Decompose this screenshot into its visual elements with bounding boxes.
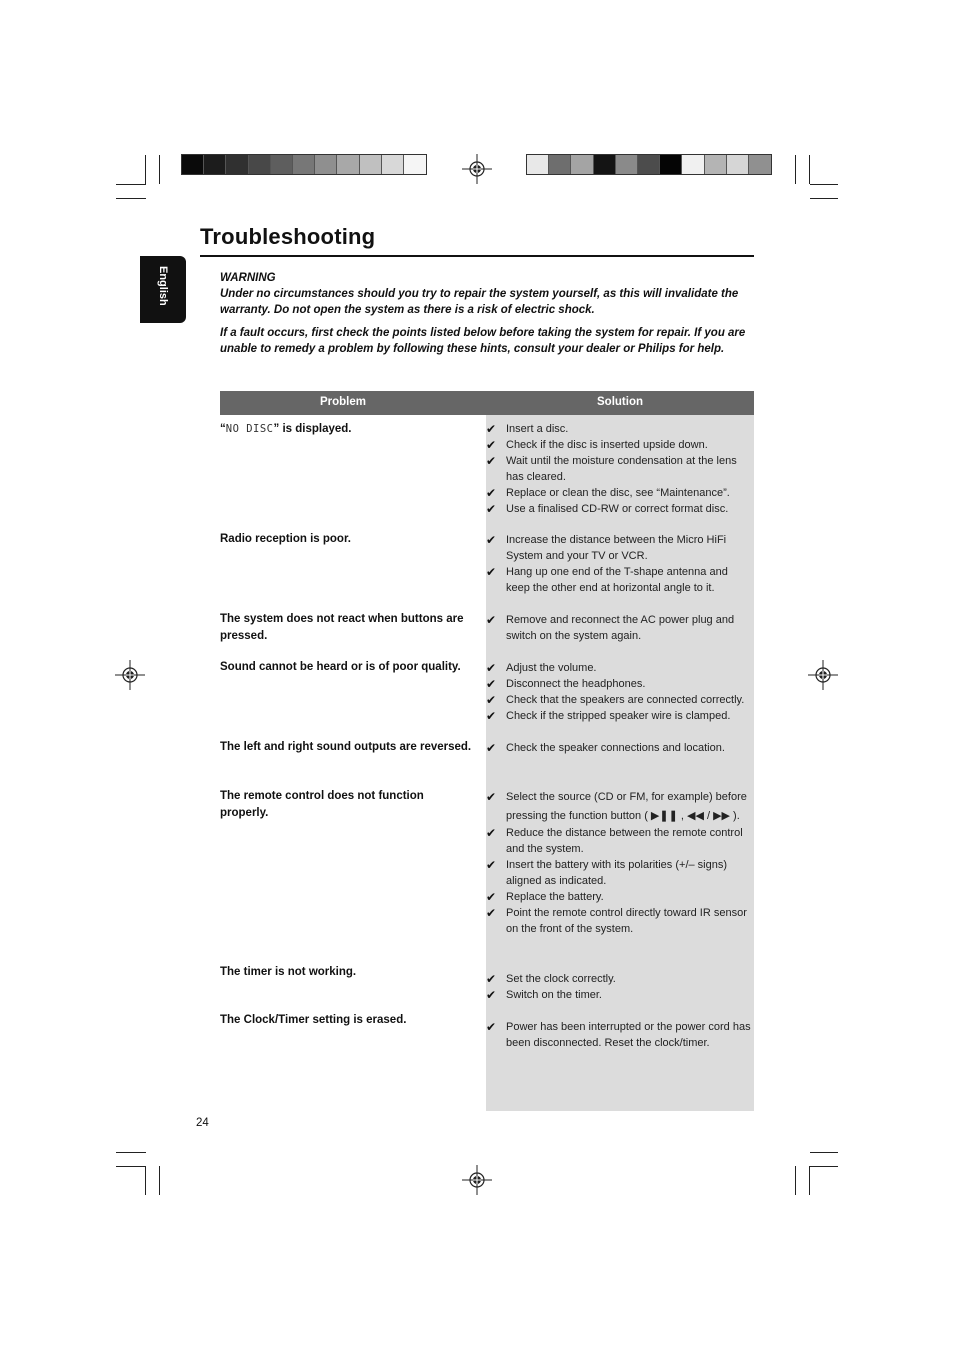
table-header [220,391,754,415]
header-solution: Solution [597,396,643,408]
solution-list [486,1019,754,1051]
solution-item: ✔ Switch on the timer. [486,988,602,1002]
calibration-swatch [727,155,749,174]
calibration-swatch [382,155,404,174]
calibration-swatch [682,155,704,174]
solution-item: ✔ Replace or clean the disc, see “Maintenance”. [486,486,730,500]
checkmark-icon: ✔ [486,858,497,872]
calibration-swatch [404,155,426,174]
checkmark-icon: ✔ [486,709,497,723]
solution-item: ✔ Check if the stripped speaker wire is clamped. [486,709,731,723]
problem-radio-reception: Radio reception is poor. [220,533,351,545]
checkmark-icon: ✔ [486,438,497,452]
problem-timer: The timer is not working. [220,966,357,978]
solution-item: ✔ Insert a disc. [486,422,569,436]
calibration-swatch [749,155,771,174]
solution-item: ✔ Use a finalised CD-RW or correct format disc. [486,502,729,516]
solution-list [486,532,754,596]
solution-item: ✔ Insert the battery with its polarities (+/– signs) aligned as indicated. [486,858,728,887]
solution-item: ✔ Check the speaker connections and location. [486,741,725,755]
problem-no-reaction: The system does not react when buttons are pressed. [220,613,464,642]
checkmark-icon: ✔ [486,613,497,627]
solution-list [486,971,754,1003]
solution-item: ✔ Check if the disc is inserted upside down. [486,438,708,452]
checkmark-icon: ✔ [486,533,497,547]
calibration-swatch [337,155,359,174]
solution-item: ✔ Point the remote control directly toward IR sensor on the front of the system. [486,906,747,935]
calibration-bar-right [526,154,772,175]
warning-advice: If a fault occurs, first check the points listed below before taking the system for repair. If you are unable to remedy a problem by following these hints, consult your dealer or Philips for help. [220,327,746,355]
problem-clock-erased: The Clock/Timer setting is erased. [220,1014,407,1026]
checkmark-icon: ✔ [486,741,497,755]
calibration-swatch [204,155,226,174]
calibration-swatch [638,155,660,174]
solution-item: ✔ Select the source (CD or FM, for example) before pressing the function button ( ▶❚❚ , ◀◀ / ▶▶ ). [486,790,747,822]
calibration-swatch [660,155,682,174]
calibration-swatch [527,155,549,174]
solution-item: ✔ Check that the speakers are connected correctly. [486,693,745,707]
page-title: Troubleshooting [200,224,376,249]
solution-column-background [486,415,754,1111]
calibration-swatch [360,155,382,174]
calibration-swatch [249,155,271,174]
registration-mark-right-icon [808,660,838,690]
checkmark-icon: ✔ [486,826,497,840]
checkmark-icon: ✔ [486,890,497,904]
warning-heading: WARNING [220,272,276,284]
registration-mark-left-icon [115,660,145,690]
warning-text: Under no circumstances should you try to repair the system yourself, as this will invalidate the warranty. Do not open the system as there is a risk of electric shock. [220,288,739,316]
calibration-swatch [315,155,337,174]
solution-item: ✔ Reduce the distance between the remote control and the system. [486,826,743,855]
solution-item: ✔ Set the clock correctly. [486,972,616,986]
solution-list [486,421,754,517]
checkmark-icon: ✔ [486,661,497,675]
page-number: 24 [196,1117,209,1129]
problem-outputs-reversed: The left and right sound outputs are reversed. [220,741,472,753]
solution-item: ✔ Wait until the moisture condensation at the lens has cleared. [486,454,737,483]
checkmark-icon: ✔ [486,422,497,436]
solution-item: ✔ Replace the battery. [486,890,604,904]
checkmark-icon: ✔ [486,677,497,691]
problem-sound-quality: Sound cannot be heard or is of poor quality. [220,661,461,673]
calibration-swatch [226,155,248,174]
calibration-swatch [293,155,315,174]
calibration-swatch [705,155,727,174]
registration-mark-bottom-icon [462,1165,492,1195]
checkmark-icon: ✔ [486,486,497,500]
language-tab [140,256,186,323]
problem-remote-control: The remote control does not function properly. [220,790,424,819]
lcd-display-text: NO DISC [225,423,274,435]
solution-list [486,788,754,937]
solution-list [486,740,754,756]
solution-item: ✔ Disconnect the headphones. [486,677,646,691]
checkmark-icon: ✔ [486,565,497,579]
solution-list [486,660,754,724]
checkmark-icon: ✔ [486,502,497,516]
calibration-bar-left [181,154,427,175]
checkmark-icon: ✔ [486,906,497,920]
checkmark-icon: ✔ [486,1020,497,1034]
checkmark-icon: ✔ [486,972,497,986]
calibration-swatch [549,155,571,174]
checkmark-icon: ✔ [486,988,497,1002]
solution-list [486,612,754,644]
calibration-swatch [182,155,204,174]
language-tab-label: English [157,266,169,306]
checkmark-icon: ✔ [486,454,497,468]
calibration-swatch [616,155,638,174]
problem-no-disc: “NO DISC” is displayed. [220,423,352,435]
solution-item: ✔ Adjust the volume. [486,661,597,675]
solution-item: ✔ Remove and reconnect the AC power plug and switch on the system again. [486,613,735,642]
solution-item: ✔ Power has been interrupted or the power cord has been disconnected. Reset the clock/timer. [486,1020,751,1049]
solution-item: ✔ Hang up one end of the T-shape antenna and keep the other end at horizontal angle to it. [486,565,728,594]
title-rule [200,255,754,257]
calibration-swatch [594,155,616,174]
solution-item: ✔ Increase the distance between the Micro HiFi System and your TV or VCR. [486,533,727,562]
registration-mark-top-icon [462,154,492,184]
header-problem: Problem [319,396,366,408]
calibration-swatch [571,155,593,174]
checkmark-icon: ✔ [486,790,497,804]
checkmark-icon: ✔ [486,693,497,707]
calibration-swatch [271,155,293,174]
